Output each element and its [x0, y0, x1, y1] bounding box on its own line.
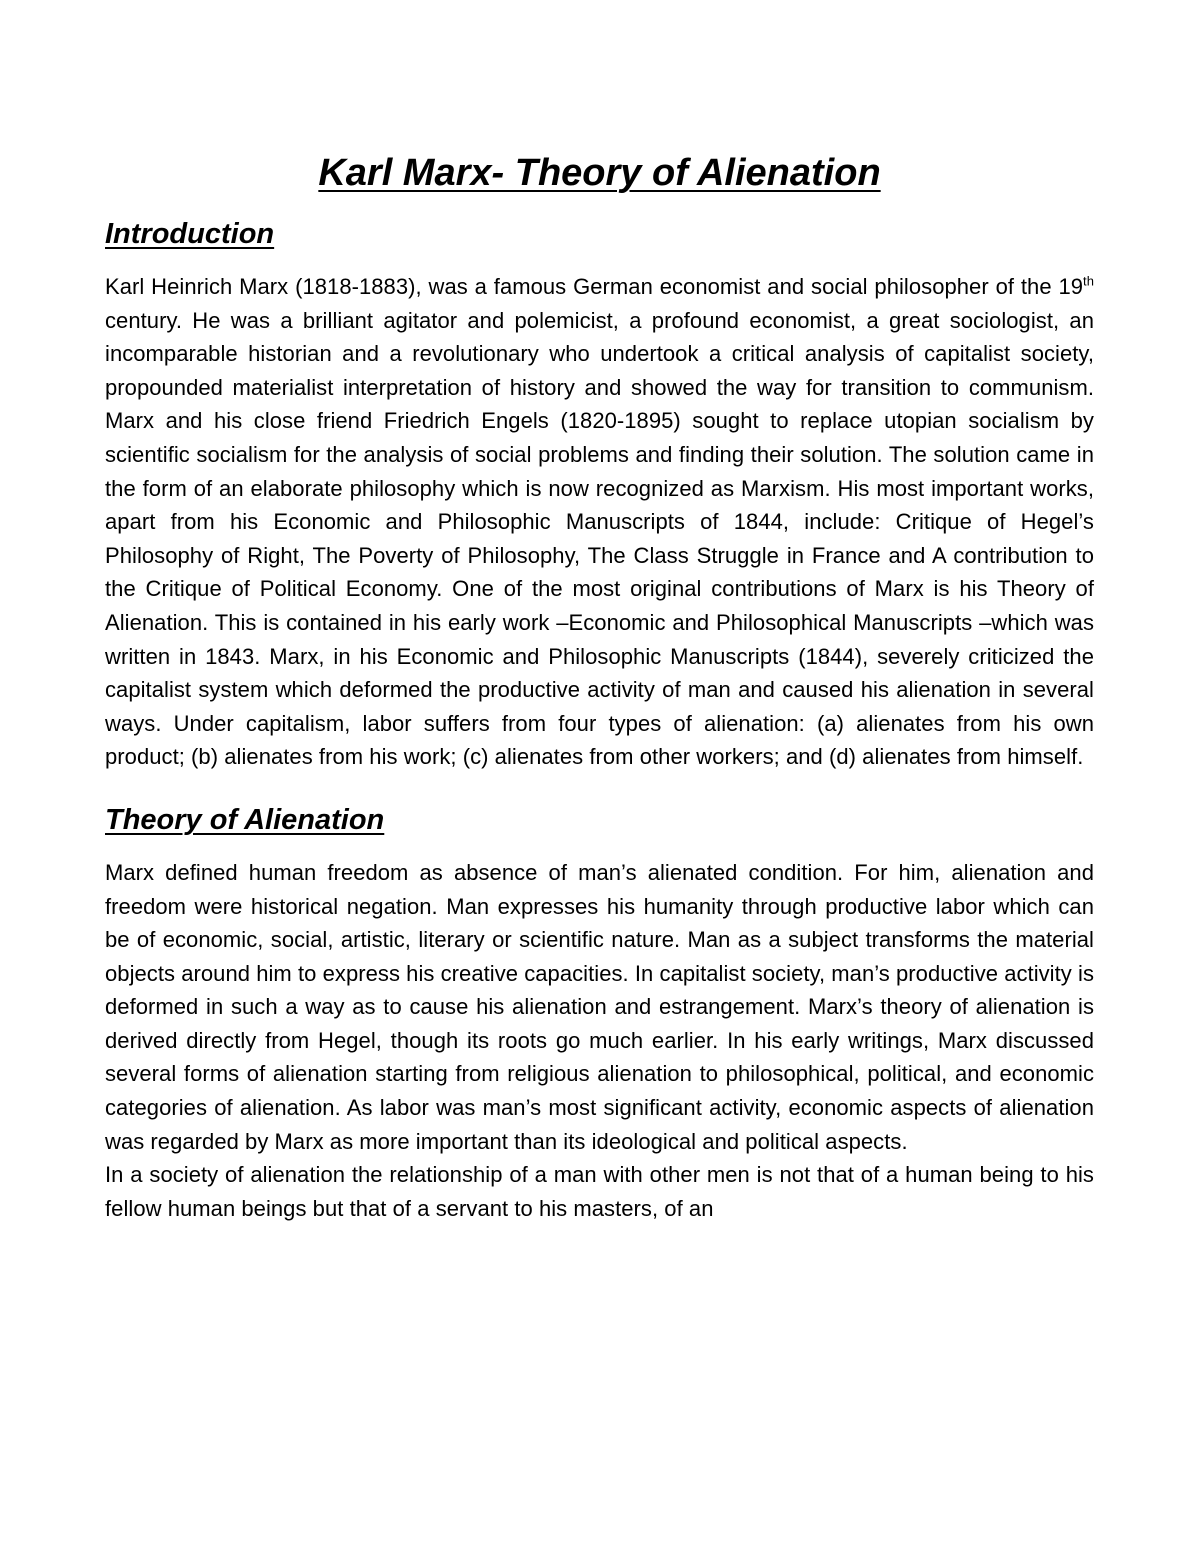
ordinal-superscript: th [1083, 273, 1094, 289]
section-heading-theory-of-alienation: Theory of Alienation [105, 803, 385, 836]
introduction-text-part-1: Karl Heinrich Marx (1818-1883), was a famous German economist and social philosopher of the 19 [105, 274, 1084, 299]
document-title: Karl Marx- Theory of Alienation [318, 152, 881, 194]
theory-paragraph-1: Marx defined human freedom as absence of man’s alienated condition. For him, alienation and freedom were historical negation. Man expresses his humanity through productive labor which can be of economic, social, artistic, literary or scientific nature. Man as a subject transforms the material objects around him to express his creative capacities. In capitalist society, man’s productive activity is deformed in such a way as to cause his alienation and estrangement. Marx’s theory of alienation is derived directly from Hegel, though its roots go much earlier. In his early writings, Marx discussed several forms of alienation starting from religious alienation to philosophical, political, and economic categories of alienation. As labor was man’s most significant activity, economic aspects of alienation was regarded by Marx as more important than its ideological and political aspects. [105, 859, 1094, 1154]
document-page [105, 148, 1094, 1225]
theory-paragraph-2: In a society of alienation the relationship of a man with other men is not that of a human being to his fellow human beings but that of a servant to his masters, of an [105, 1162, 1094, 1221]
section-heading-introduction: Introduction [105, 218, 275, 250]
introduction-text-part-2: century. He was a brilliant agitator and polemicist, a profound economist, a great sociologist, an incomparable historian and a revolutionary who undertook a critical analysis of capitalist society, propounded materialist interpretation of history and showed the way for transition to communism. Marx and his close friend Friedrich Engels (1820-1895) sought to replace utopian socialism by scientific socialism for the analysis of social problems and finding their solution. The solution came in the form of an elaborate philosophy which is now recognized as Marxism. His most important works, apart from his Economic and Philosophic Manuscripts of 1844, include: Critique of Hegel’s Philosophy of Right, The Poverty of Philosophy, The Class Struggle in France and A contribution to the Critique of Political Economy. One of the most original contributions of Marx is his Theory of Alienation. This is contained in his early work –Economic and Philosophical Manuscripts –which was written in 1843. Marx, in his Economic and Philosophic Manuscripts (1844), severely criticized the capitalist system which deformed the productive activity of man and caused his alienation in several ways. Under capitalism, labor suffers from four types of alienation: (a) alienates from his own product; (b) alienates from his work; (c) alienates from other workers; and (d) alienates from himself. [105, 307, 1094, 770]
introduction-paragraph [105, 270, 1094, 774]
